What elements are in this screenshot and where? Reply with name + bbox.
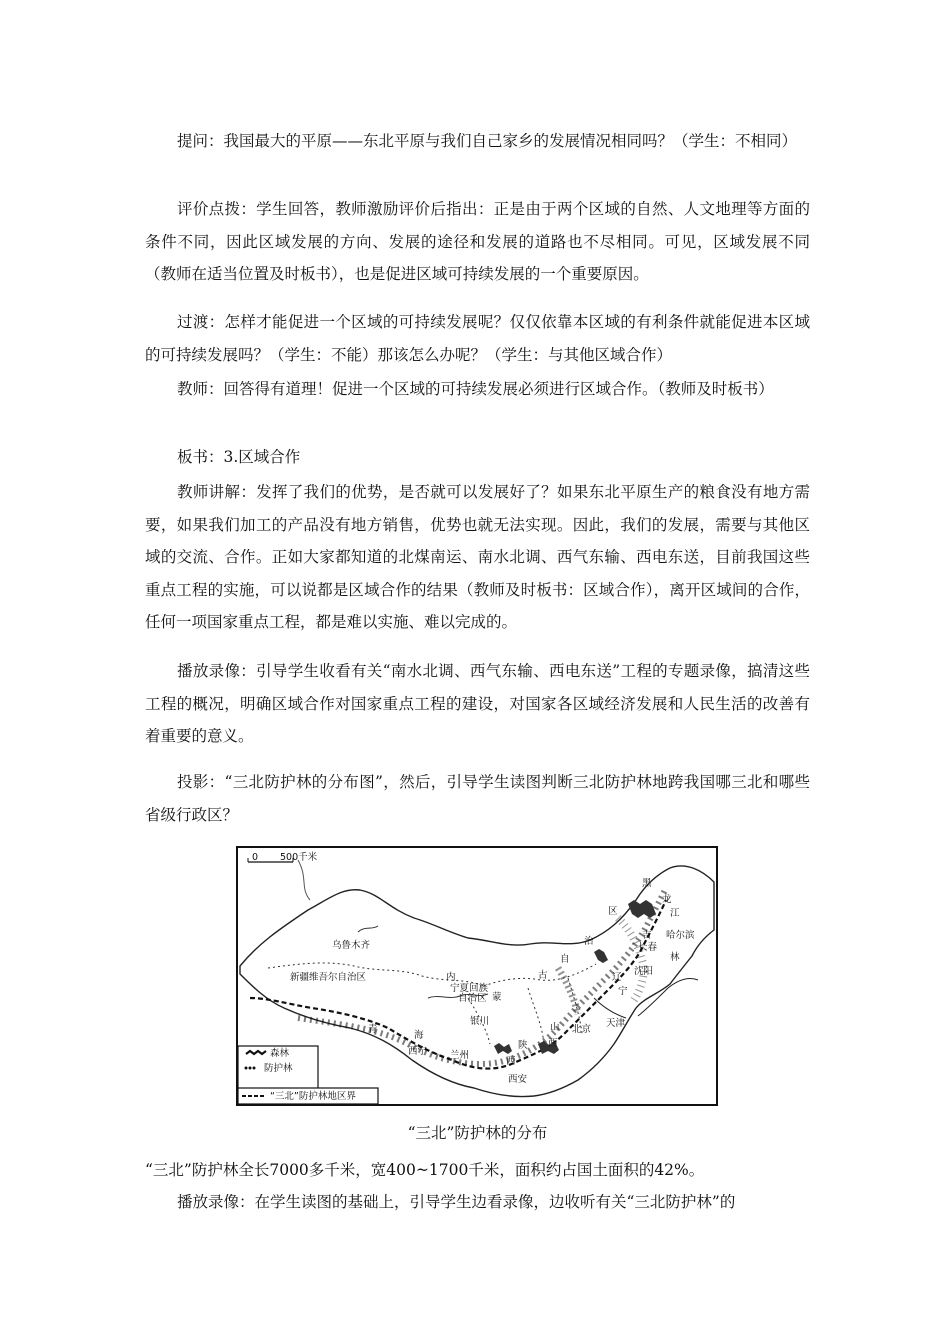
- map-scale-label: 500千米: [280, 852, 318, 863]
- label-xi-shanxi: 西: [548, 1038, 558, 1049]
- paragraph-teacher-answer: 教师：回答得有道理！促进一个区域的可持续发展必须进行区域合作。（教师及时板书）: [177, 380, 774, 398]
- label-xinjiang: 新疆维吾尔自治区: [290, 972, 367, 983]
- label-yinchuan: 银川: [470, 1016, 490, 1027]
- label-lanzhou: 兰州: [450, 1050, 470, 1061]
- paragraph-projection: 投影：“三北防护林的分布图”，然后，引导学生读图判断三北防护林地跨我国哪三北和哪些省级行政区？: [145, 773, 810, 824]
- label-wulumuqi: 乌鲁木齐: [332, 940, 371, 951]
- paragraph-video: 播放录像：引导学生收看有关“南水北调、西气东输、西电东送”工程的专题录像，搞清这些工程的概况，明确区域合作对国家重点工程的建设，对国家各区域经济发展和人民生活的改善有着重要的意义。: [145, 662, 810, 745]
- label-xian: 西安: [508, 1074, 528, 1085]
- label-shaan: 陕: [518, 1040, 528, 1051]
- paragraph-teacher-explain: 教师讲解：发挥了我们的优势，是否就可以发展好了？如果东北平原生产的粮食没有地方需要，如果我们加工的产品没有地方销售，优势也就无法实现。因此，我们的发展，需要与其他区域的交流、合作。正如大家都知道的北煤南运、南水北调、西气东输、西电东送，目前我国这些重点工程的实施，可以说都是区域合作的结果（教师及时板书：区域合作），离开区域间的合作，任何一项国家重点工程，都是难以实施、难以完成的。: [145, 483, 810, 631]
- label-ningxia-2: 自治区: [458, 993, 487, 1004]
- label-jilin-ji: 吉: [642, 930, 652, 941]
- legend-boundary: “三北”防护林地区界: [270, 1091, 356, 1102]
- label-xining: 西宁: [408, 1046, 428, 1057]
- label-gu: 古: [538, 970, 548, 981]
- paragraph-video-2: 播放录像：在学生读图的基础上，引导学生边看录像，边收听有关“三北防护林”的: [177, 1193, 736, 1211]
- label-zi: 自: [560, 954, 570, 965]
- map-scale-zero: 0: [252, 852, 259, 863]
- label-liao: 辽: [612, 972, 622, 983]
- label-long: 龙: [662, 894, 672, 905]
- label-jiang: 江: [670, 908, 680, 919]
- label-xi-shaanxi: 西: [506, 1056, 516, 1067]
- label-zhi: 治: [584, 936, 594, 947]
- label-shenyang: 沈阳: [634, 966, 654, 977]
- label-hei: 黑: [642, 878, 652, 889]
- label-shan: 山: [550, 1022, 560, 1033]
- label-haerbin: 哈尔滨: [666, 930, 695, 941]
- legend-shelterbelt: 防护林: [264, 1063, 293, 1074]
- paragraph-question: 提问：我国最大的平原——东北平原与我们自己家乡的发展情况相同吗？（学生：不相同）: [177, 132, 798, 150]
- label-meng: 蒙: [492, 992, 502, 1003]
- label-jilin-lin: 林: [670, 952, 680, 963]
- label-changchun: 长春: [638, 942, 658, 953]
- label-nei: 内: [446, 972, 456, 983]
- paragraph-shelterbelt-facts: “三北”防护林全长7000多千米，宽400~1700千米，面积约占国土面积的42%。: [145, 1161, 705, 1179]
- figure-caption: “三北”防护林的分布: [407, 1124, 548, 1142]
- label-tianjin: 天津: [606, 1018, 626, 1029]
- paragraph-blackboard: 板书：3.区域合作: [177, 448, 301, 466]
- legend-forest: 森林: [270, 1048, 290, 1059]
- label-ningxia-1: 宁夏回族: [450, 983, 489, 994]
- label-beijing: 北京: [572, 1024, 592, 1035]
- paragraph-evaluation: 评价点拨：学生回答，教师激励评价后指出：正是由于两个区域的自然、人文地理等方面的条件不同，因此区域发展的方向、发展的途径和发展的道路也不尽相同。可见，区域发展不同（教师在适当位置及时板书），也是促进区域可持续发展的一个重要原因。: [145, 200, 810, 283]
- label-qu: 区: [608, 906, 618, 917]
- three-north-shelterbelt-map: [236, 846, 718, 1106]
- paragraph-transition: 过渡：怎样才能促进一个区域的可持续发展呢？仅仅依靠本区域的有利条件就能促进本区域的可持续发展吗？（学生：不能）那该怎么办呢？（学生：与其他区域合作）: [145, 313, 810, 364]
- label-hai: 海: [414, 1030, 424, 1041]
- label-ning: 宁: [618, 986, 628, 997]
- label-qing: 青: [368, 1024, 378, 1035]
